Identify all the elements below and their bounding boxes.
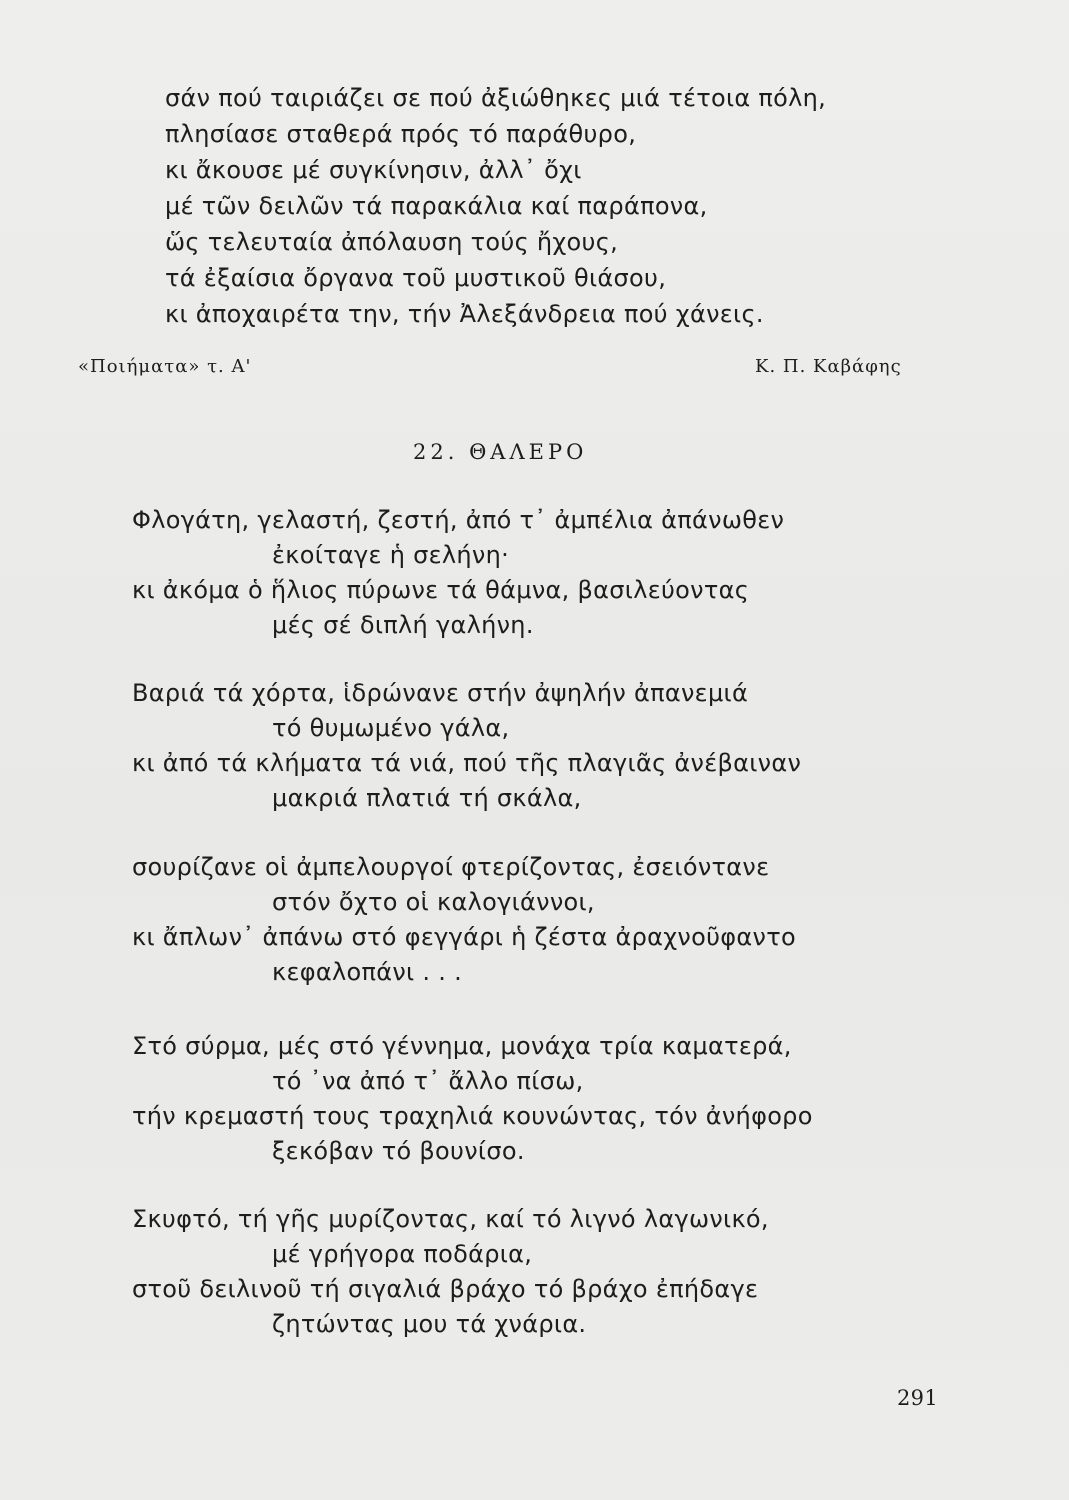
poem-line: Βαριά τά χόρτα, ἱδρώνανε στήν ἀψηλήν ἀπανεμιά [132, 679, 749, 707]
prev-poem-line: μέ τῶν δειλῶν τά παρακάλια καί παράπονα, [165, 192, 708, 220]
poem-line-indented: τό ᾽να ἀπό τ᾽ ἄλλο πίσω, [272, 1067, 584, 1095]
poem-line-indented: τό θυμωμένο γάλα, [272, 714, 510, 742]
prev-poem-line: κι ἄκουσε μέ συγκίνησιν, ἀλλ᾽ ὄχι [165, 156, 582, 184]
poem-line: τήν κρεμαστή τους τραχηλιά κουνώντας, τόν ἀνήφορο [132, 1102, 813, 1130]
poem-line: στοῦ δειλινοῦ τή σιγαλιά βράχο τό βράχο ἐπήδαγε [132, 1275, 759, 1303]
poem-line: Σκυφτό, τή γῆς μυρίζοντας, καί τό λιγνό λαγωνικό, [132, 1205, 769, 1233]
poem-line-indented: ἐκοίταγε ἡ σελήνη· [272, 541, 510, 569]
poem-line-indented: μακριά πλατιά τή σκάλα, [272, 784, 582, 812]
prev-poem-line: κι ἀποχαιρέτα την, τήν Ἀλεξάνδρεια πού χάνεις. [165, 300, 764, 328]
prev-poem-line: τά ἐξαίσια ὄργανα τοῦ μυστικοῦ θιάσου, [165, 264, 667, 292]
poem-line-indented: ξεκόβαν τό βουνίσο. [272, 1137, 525, 1165]
prev-poem-line: σάν πού ταιριάζει σε πού ἀξιώθηκες μιά τέτοια πόλη, [165, 84, 827, 112]
poem-line: Φλογάτη, γελαστή, ζεστή, ἀπό τ᾽ ἀμπέλια ἀπάνωθεν [132, 506, 785, 534]
poem-line-indented: στόν ὄχτο οἱ καλογιάννοι, [272, 888, 595, 916]
author-signature: Κ. Π. Καβάφης [755, 356, 902, 377]
prev-poem-line: πλησίασε σταθερά πρός τό παράθυρο, [165, 120, 637, 148]
poem-line-indented: ζητώντας μου τά χνάρια. [272, 1310, 587, 1338]
poem-title: 22. ΘΑΛΕΡΟ [413, 440, 588, 464]
poem-line-indented: κεφαλοπάνι . . . [272, 958, 463, 986]
source-citation: «Ποιήματα» τ. Α' [78, 356, 252, 377]
page-number: 291 [897, 1386, 938, 1410]
poem-line: κι ἀπό τά κλήματα τά νιά, πού τῆς πλαγιᾶς ἀνέβαιναν [132, 749, 802, 777]
poem-line: κι ἀκόμα ὁ ἥλιος πύρωνε τά θάμνα, βασιλεύοντας [132, 576, 750, 604]
poem-line-indented: μέ γρήγορα ποδάρια, [272, 1240, 533, 1268]
poem-line: σουρίζανε οἱ ἀμπελουργοί φτερίζοντας, ἐσειόντανε [132, 853, 770, 881]
prev-poem-line: ὥς τελευταία ἀπόλαυση τούς ἤχους, [165, 228, 619, 256]
poem-line: κι ἄπλων᾽ ἀπάνω στό φεγγάρι ἡ ζέστα ἀραχνοῦφαντο [132, 923, 796, 951]
poem-line: Στό σύρμα, μές στό γέννημα, μονάχα τρία καματερά, [132, 1032, 792, 1060]
poem-line-indented: μές σέ διπλή γαλήνη. [272, 611, 534, 639]
